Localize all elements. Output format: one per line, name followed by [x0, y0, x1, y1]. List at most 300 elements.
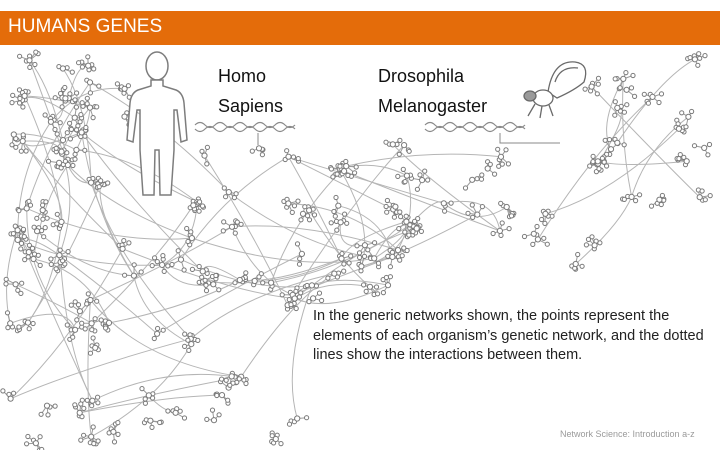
- gene-node: [17, 325, 21, 329]
- gene-node: [205, 162, 209, 166]
- interaction-link: [538, 97, 653, 240]
- gene-node: [233, 281, 237, 285]
- gene-node: [376, 292, 380, 296]
- gene-node: [31, 321, 35, 325]
- gene-hub-node: [57, 160, 62, 165]
- homo-label-line1: Homo: [218, 66, 267, 86]
- gene-hub-node: [307, 208, 312, 213]
- gene-node: [407, 149, 411, 153]
- gene-node: [88, 351, 92, 355]
- interaction-link: [68, 165, 192, 238]
- gene-hub-node: [155, 331, 160, 336]
- gene-node: [590, 235, 594, 239]
- gene-node: [471, 215, 475, 219]
- gene-hub-node: [332, 271, 337, 276]
- gene-node: [596, 82, 600, 86]
- gene-hub-node: [676, 126, 681, 131]
- interaction-link: [100, 184, 134, 276]
- gene-node: [46, 159, 50, 163]
- gene-hub-node: [702, 145, 707, 150]
- gene-node: [291, 155, 295, 159]
- gene-node: [349, 254, 353, 258]
- gene-hub-node: [592, 243, 597, 248]
- gene-node: [185, 226, 189, 230]
- gene-node: [49, 262, 53, 266]
- gene-node: [707, 142, 711, 146]
- gene-node: [80, 101, 84, 105]
- gene-hub-node: [311, 296, 316, 301]
- gene-hub-node: [286, 201, 291, 206]
- gene-node: [285, 149, 289, 153]
- gene-node: [162, 269, 166, 273]
- gene-node: [613, 113, 617, 117]
- gene-node: [18, 101, 22, 105]
- footer-suffix: a-z: [682, 429, 695, 439]
- gene-hub-node: [573, 261, 578, 266]
- homo-label-line2: Sapiens: [218, 96, 284, 116]
- gene-node: [690, 109, 694, 113]
- gene-node: [58, 248, 62, 252]
- gene-hub-node: [60, 138, 65, 143]
- gene-hub-node: [299, 251, 304, 256]
- gene-hub-node: [390, 142, 395, 147]
- gene-node: [79, 402, 83, 406]
- gene-node: [404, 214, 408, 218]
- gene-node: [419, 229, 423, 233]
- gene-node: [123, 273, 127, 277]
- gene-hub-node: [229, 374, 234, 379]
- gene-node: [69, 127, 73, 131]
- gene-node: [353, 171, 357, 175]
- gene-node: [75, 318, 79, 322]
- gene-hub-node: [615, 140, 620, 145]
- gene-node: [480, 205, 484, 209]
- gene-hub-node: [441, 201, 446, 206]
- gene-hub-node: [122, 86, 127, 91]
- gene-node: [331, 175, 335, 179]
- gene-node: [504, 148, 508, 152]
- gene-node: [115, 82, 119, 86]
- gene-hub-node: [15, 237, 20, 242]
- gene-node: [205, 417, 209, 421]
- gene-node: [500, 162, 504, 166]
- gene-hub-node: [89, 321, 94, 326]
- gene-node: [86, 55, 90, 59]
- fruit-fly-icon: [524, 62, 586, 118]
- gene-hub-node: [13, 282, 18, 287]
- gene-node: [346, 173, 350, 177]
- gene-node: [706, 153, 710, 157]
- homo-sapiens-label: [218, 61, 283, 121]
- gene-node: [398, 210, 402, 214]
- gene-node: [26, 434, 30, 438]
- gene-node: [220, 377, 224, 381]
- gene-node: [4, 277, 8, 281]
- gene-node: [30, 246, 34, 250]
- gene-hub-node: [256, 146, 261, 151]
- gene-node: [83, 327, 87, 331]
- gene-hub-node: [498, 154, 503, 159]
- gene-node: [287, 298, 291, 302]
- gene-node: [618, 86, 622, 90]
- gene-node: [166, 409, 170, 413]
- gene-hub-node: [390, 254, 395, 259]
- gene-hub-node: [59, 149, 64, 154]
- gene-node: [342, 262, 346, 266]
- gene-node: [84, 125, 88, 129]
- gene-hub-node: [59, 219, 64, 224]
- gene-node: [303, 205, 307, 209]
- interaction-link: [37, 231, 134, 276]
- gene-node: [622, 143, 626, 147]
- gene-node: [543, 221, 547, 225]
- gene-node: [224, 195, 228, 199]
- gene-hub-node: [87, 80, 92, 85]
- gene-node: [91, 336, 95, 340]
- gene-node: [99, 179, 103, 183]
- gene-node: [703, 198, 707, 202]
- gene-hub-node: [63, 96, 68, 101]
- gene-node: [596, 76, 600, 80]
- gene-node: [384, 275, 388, 279]
- footer-text: Network Science: Introduction: [560, 429, 680, 439]
- gene-hub-node: [339, 256, 344, 261]
- gene-hub-node: [295, 416, 300, 421]
- gene-node: [398, 258, 402, 262]
- gene-node: [158, 420, 162, 424]
- gene-node: [66, 250, 70, 254]
- gene-hub-node: [470, 177, 475, 182]
- gene-node: [507, 227, 511, 231]
- gene-node: [215, 393, 219, 397]
- gene-node: [290, 210, 294, 214]
- gene-node: [186, 239, 190, 243]
- gene-hub-node: [146, 393, 151, 398]
- gene-hub-node: [697, 195, 702, 200]
- gene-node: [338, 164, 342, 168]
- gene-node: [443, 209, 447, 213]
- gene-node: [298, 257, 302, 261]
- gene-node: [358, 255, 362, 259]
- interaction-link: [361, 215, 477, 267]
- gene-node: [381, 291, 385, 295]
- gene-node: [11, 93, 15, 97]
- gene-node: [26, 255, 30, 259]
- gene-node: [354, 165, 358, 169]
- drosophila-label: [378, 61, 487, 121]
- gene-node: [580, 264, 584, 268]
- gene-node: [61, 259, 65, 263]
- gene-hub-node: [252, 278, 257, 283]
- gene-node: [217, 413, 221, 417]
- gene-node: [415, 187, 419, 191]
- gene-node: [83, 148, 87, 152]
- gene-node: [21, 133, 25, 137]
- gene-hub-node: [15, 228, 20, 233]
- gene-node: [161, 328, 165, 332]
- gene-node: [41, 217, 45, 221]
- gene-hub-node: [77, 309, 82, 314]
- gene-node: [182, 268, 186, 272]
- gene-node: [44, 200, 48, 204]
- gene-node: [684, 125, 688, 129]
- gene-hub-node: [420, 178, 425, 183]
- gene-hub-node: [86, 63, 91, 68]
- gene-hub-node: [74, 147, 79, 152]
- gene-node: [659, 202, 663, 206]
- gene-hub-node: [48, 119, 53, 124]
- gene-node: [90, 328, 94, 332]
- gene-node: [153, 256, 157, 260]
- gene-node: [646, 101, 650, 105]
- gene-node: [401, 167, 405, 171]
- gene-node: [91, 116, 95, 120]
- gene-node: [297, 262, 301, 266]
- gene-node: [607, 138, 611, 142]
- gene-node: [85, 96, 89, 100]
- gene-node: [591, 160, 595, 164]
- gene-hub-node: [624, 87, 629, 92]
- gene-hub-node: [543, 211, 548, 216]
- gene-node: [233, 231, 237, 235]
- gene-node: [605, 164, 609, 168]
- gene-node: [657, 100, 661, 104]
- gene-node: [418, 173, 422, 177]
- gene-node: [388, 275, 392, 279]
- gene-hub-node: [11, 132, 16, 137]
- gene-node: [60, 105, 64, 109]
- gene-hub-node: [33, 441, 38, 446]
- gene-node: [708, 194, 712, 198]
- gene-node: [82, 406, 86, 410]
- gene-node: [355, 244, 359, 248]
- gene-node: [73, 403, 77, 407]
- gene-hub-node: [111, 429, 116, 434]
- gene-node: [334, 195, 338, 199]
- gene-node: [187, 348, 191, 352]
- gene-node: [182, 416, 186, 420]
- gene-node: [402, 246, 406, 250]
- gene-node: [333, 214, 337, 218]
- gene-node: [197, 264, 201, 268]
- gene-node: [408, 223, 412, 227]
- gene-node: [70, 70, 74, 74]
- gene-node: [190, 267, 194, 271]
- gene-node: [12, 391, 16, 395]
- gene-node: [222, 220, 226, 224]
- gene-node: [69, 303, 73, 307]
- gene-node: [63, 159, 67, 163]
- gene-node: [384, 204, 388, 208]
- gene-hub-node: [20, 139, 25, 144]
- gene-node: [297, 295, 301, 299]
- interaction-link: [288, 204, 398, 251]
- gene-hub-node: [393, 204, 398, 209]
- gene-node: [82, 433, 86, 437]
- gene-node: [143, 401, 147, 405]
- gene-hub-node: [338, 220, 343, 225]
- gene-hub-node: [692, 57, 697, 62]
- page-title: HUMANS GENES: [8, 16, 163, 37]
- gene-node: [116, 421, 120, 425]
- gene-node: [139, 270, 143, 274]
- gene-node: [279, 442, 283, 446]
- gene-node: [296, 157, 300, 161]
- gene-hub-node: [686, 114, 691, 119]
- gene-node: [583, 87, 587, 91]
- gene-node: [88, 91, 92, 95]
- gene-node: [680, 111, 684, 115]
- gene-node: [329, 167, 333, 171]
- gene-node: [403, 230, 407, 234]
- gene-hub-node: [189, 236, 194, 241]
- gene-node: [289, 303, 293, 307]
- gene-node: [634, 199, 638, 203]
- gene-node: [622, 110, 626, 114]
- gene-hub-node: [122, 114, 127, 119]
- gene-node: [613, 100, 617, 104]
- gene-node: [92, 442, 96, 446]
- gene-node: [384, 140, 388, 144]
- gene-node: [112, 440, 116, 444]
- gene-node: [344, 159, 348, 163]
- gene-node: [122, 239, 126, 243]
- gene-hub-node: [44, 403, 49, 408]
- gene-node: [10, 143, 14, 147]
- gene-hub-node: [535, 237, 540, 242]
- gene-node: [166, 264, 170, 268]
- gene-node: [217, 288, 221, 292]
- gene-hub-node: [8, 396, 13, 401]
- gene-hub-node: [24, 206, 29, 211]
- gene-hub-node: [237, 277, 242, 282]
- gene-node: [373, 241, 377, 245]
- gene-node: [677, 157, 681, 161]
- gene-node: [99, 318, 103, 322]
- interaction-link: [623, 79, 632, 197]
- gene-node: [697, 52, 701, 56]
- gene-node: [97, 185, 101, 189]
- human-dna-strand: [195, 123, 295, 132]
- gene-hub-node: [60, 66, 65, 71]
- fly-dna-link: [500, 133, 560, 143]
- interaction-link: [229, 192, 374, 258]
- gene-hub-node: [120, 246, 125, 251]
- gene-node: [659, 92, 663, 96]
- gene-node: [294, 306, 298, 310]
- gene-node: [335, 172, 339, 176]
- gene-node: [104, 326, 108, 330]
- gene-node: [295, 242, 299, 246]
- gene-node: [386, 254, 390, 258]
- gene-node: [235, 220, 239, 224]
- gene-node: [80, 65, 84, 69]
- gene-node: [96, 401, 100, 405]
- gene-node: [140, 387, 144, 391]
- gene-node: [127, 241, 131, 245]
- gene-node: [71, 163, 75, 167]
- gene-node: [203, 278, 207, 282]
- gene-node: [591, 154, 595, 158]
- human-figure-icon: [127, 52, 187, 195]
- gene-hub-node: [35, 229, 40, 234]
- gene-hub-node: [629, 194, 634, 199]
- gene-node: [237, 377, 241, 381]
- gene-node: [423, 169, 427, 173]
- gene-node: [10, 101, 14, 105]
- gene-node: [307, 218, 311, 222]
- gene-node: [260, 153, 264, 157]
- gene-node: [17, 209, 21, 213]
- gene-hub-node: [148, 418, 153, 423]
- gene-node: [625, 103, 629, 107]
- gene-node: [58, 121, 62, 125]
- gene-hub-node: [89, 180, 94, 185]
- gene-hub-node: [22, 93, 27, 98]
- gene-node: [76, 303, 80, 307]
- gene-node: [224, 378, 228, 382]
- gene-hub-node: [657, 197, 662, 202]
- gene-node: [21, 105, 25, 109]
- gene-node: [426, 178, 430, 182]
- gene-hub-node: [178, 257, 183, 262]
- gene-hub-node: [40, 208, 45, 213]
- gene-node: [299, 291, 303, 295]
- gene-node: [22, 235, 26, 239]
- gene-node: [92, 67, 96, 71]
- gene-node: [576, 252, 580, 256]
- gene-hub-node: [189, 342, 194, 347]
- gene-node: [613, 77, 617, 81]
- gene-node: [357, 251, 361, 255]
- gene-hub-node: [226, 190, 231, 195]
- gene-node: [201, 204, 205, 208]
- gene-node: [80, 321, 84, 325]
- gene-node: [150, 264, 154, 268]
- gene-node: [226, 398, 230, 402]
- gene-node: [54, 146, 58, 150]
- gene-hub-node: [211, 282, 216, 287]
- gene-hub-node: [359, 264, 364, 269]
- gene-hub-node: [595, 159, 600, 164]
- gene-hub-node: [191, 203, 196, 208]
- gene-node: [45, 216, 49, 220]
- gene-hub-node: [300, 211, 305, 216]
- gene-node: [73, 157, 77, 161]
- gene-node: [221, 229, 225, 233]
- gene-hub-node: [219, 393, 224, 398]
- gene-node: [68, 121, 72, 125]
- gene-node: [244, 271, 248, 275]
- gene-hub-node: [90, 398, 95, 403]
- gene-hub-node: [485, 166, 490, 171]
- gene-hub-node: [273, 436, 278, 441]
- gene-node: [18, 54, 22, 58]
- gene-node: [85, 302, 89, 306]
- gene-node: [374, 285, 378, 289]
- gene-hub-node: [286, 154, 291, 159]
- gene-hub-node: [229, 224, 234, 229]
- gene-node: [55, 132, 59, 136]
- gene-hub-node: [72, 115, 77, 120]
- gene-node: [16, 288, 20, 292]
- gene-node: [480, 173, 484, 177]
- drosophila-label-line2: Melanogaster: [378, 96, 488, 116]
- interaction-link: [576, 197, 632, 264]
- gene-node: [65, 131, 69, 135]
- gene-node: [629, 86, 633, 90]
- gene-hub-node: [344, 164, 349, 169]
